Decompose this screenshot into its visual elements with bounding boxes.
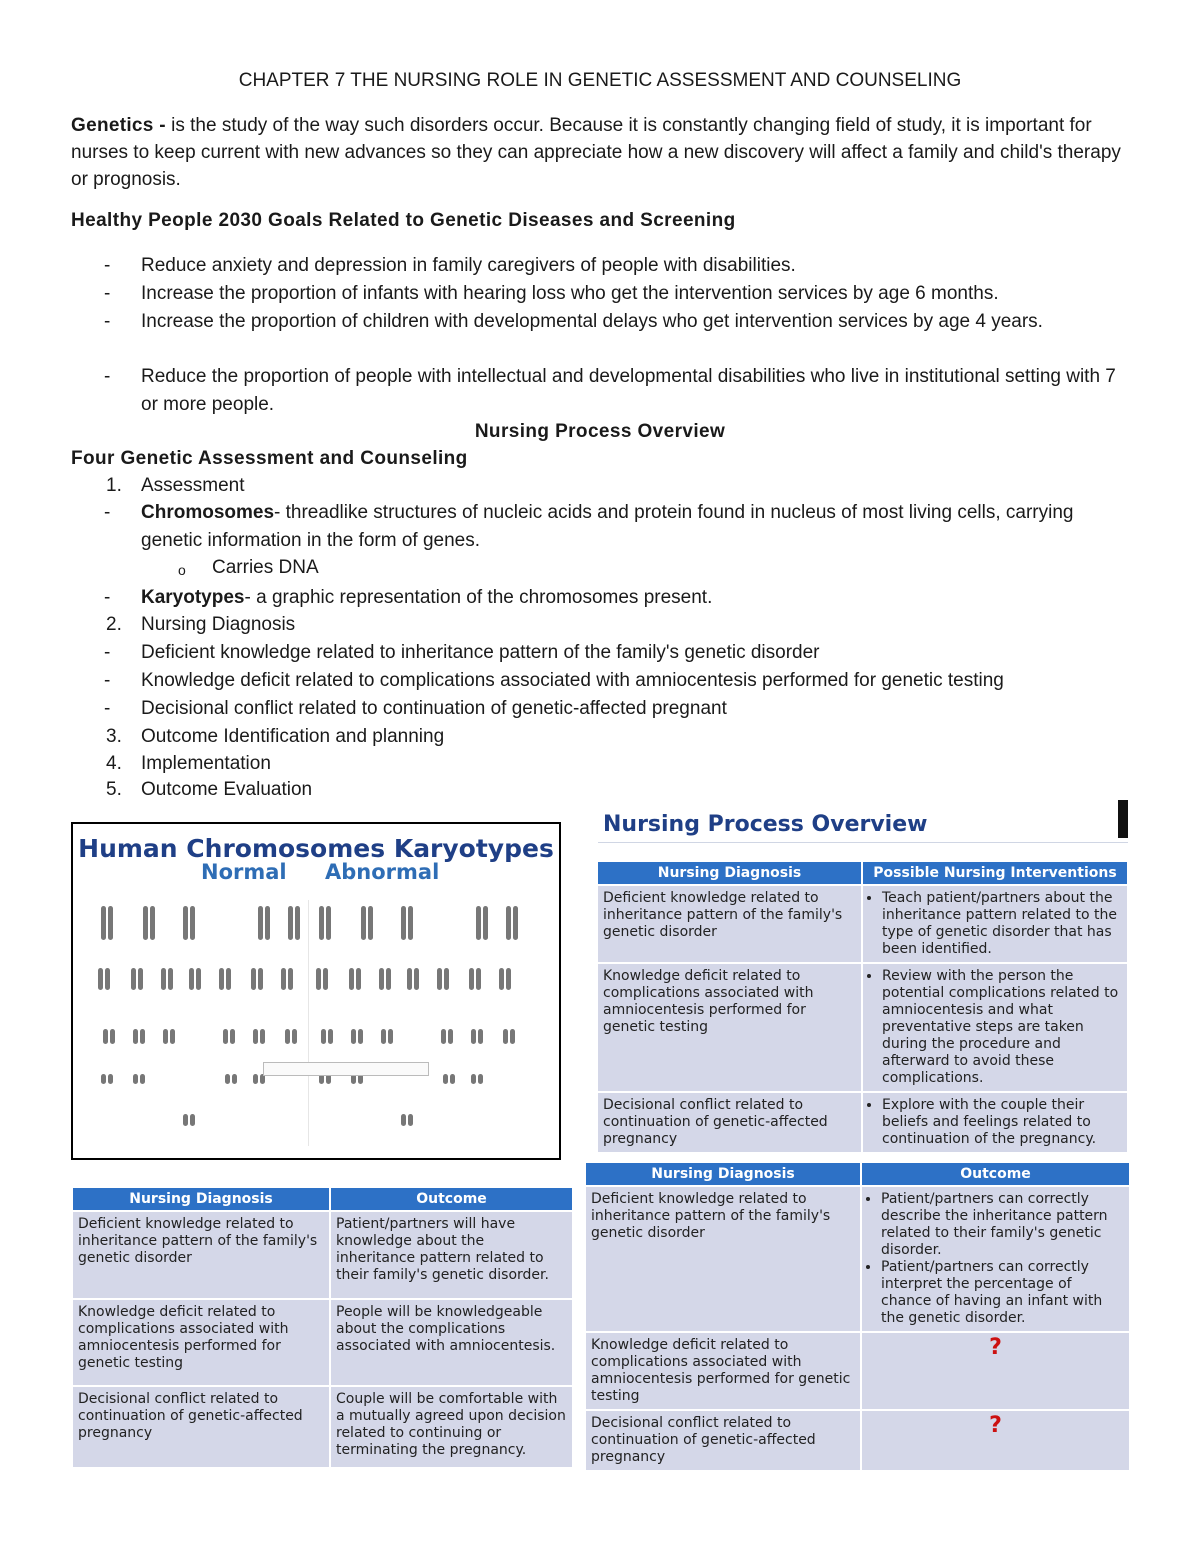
nursing-process-heading: Nursing Process Overview [474,421,726,442]
slide-title: Nursing Process Overview [603,812,928,837]
chromosome-shape [510,1029,515,1044]
chromosomes-term: Chromosomes [141,502,275,523]
karyotype-title: Human Chromosomes Karyotypes [78,834,554,863]
chromosome-shape [288,968,293,990]
outcome-table-right [584,1161,1131,1472]
column-header: Outcome [330,1187,573,1211]
chromosome-shape [358,1029,363,1044]
question-mark: ? [989,1413,1002,1438]
dash-marker: - [104,255,111,276]
chromosome-shape [265,906,270,940]
chromosome-shape [285,1029,290,1044]
outcome-item: • Patient/partners can correctly describe the inheritance pattern related to their family's genetic disorder. [881,1191,1124,1259]
outcome-cell [861,1410,1130,1471]
chromosome-shape [131,968,136,990]
chromosome-shape [288,906,293,940]
diagnosis-cell: Deficient knowledge related to inheritance pattern of the family's genetic disorder [585,1186,861,1332]
outcome-cell: Patient/partners will have knowledge about the inheritance pattern related to their family's genetic disorder. [330,1211,573,1299]
diagnosis-cell: Decisional conflict related to continuation of genetic-affected pregnancy [585,1410,861,1471]
chromosome-shape [476,906,481,940]
column-header: Nursing Diagnosis [597,861,862,885]
chromosome-shape [196,968,201,990]
chromosome-shape [328,1029,333,1044]
outcome-item: • Patient/partners can correctly interpret the percentage of chance of having an infant with the genetic disorder. [881,1259,1124,1327]
chromosome-shape [471,1029,476,1044]
chromosome-shape [441,1029,446,1044]
carries-dna-text: Carries DNA [212,557,319,578]
dash-marker: - [104,587,111,608]
four-genetic-heading: Four Genetic Assessment and Counseling [71,448,468,469]
chromosome-shape [260,1029,265,1044]
outcome-cell [861,1332,1130,1410]
o-bullet-marker: o [178,562,186,578]
table-row [585,1332,1130,1410]
step-label: Implementation [141,753,271,774]
intervention-item: • Explore with the couple their beliefs and feelings related to continuation of the pregnancy. [882,1097,1122,1148]
step-number: 2. [106,614,122,635]
goal-text: Reduce the proportion of people with intellectual and developmental disabilities who live in institutional setting with 7 or more people. [141,366,1116,415]
step-label: Assessment [141,475,245,496]
diagnosis-cell: Deficient knowledge related to inheritance pattern of the family's genetic disorder [72,1211,330,1299]
column-header: Nursing Diagnosis [585,1162,861,1186]
chromosome-shape [108,1074,113,1084]
chromosome-shape [150,906,155,940]
column-header: Outcome [861,1162,1130,1186]
chromosome-shape [326,906,331,940]
intervention-cell [862,963,1128,1092]
chromosome-shape [103,1029,108,1044]
chromosomes-definition: - threadlike structures of nucleic acids and protein found in nucleus of most living cells, carrying genetic information in the form of genes. [141,502,1074,551]
chromosome-shape [478,1074,483,1084]
chromosome-shape [356,968,361,990]
karyotypes-definition: - a graphic representation of the chromosomes present. [244,587,713,608]
table-row [585,1186,1130,1332]
chromosome-shape [414,968,419,990]
chromosome-shape [381,1029,386,1044]
chromosome-shape [138,968,143,990]
chromosome-shape [349,968,354,990]
table-row [72,1211,573,1299]
question-mark: ? [989,1335,1002,1360]
chromosome-shape [483,906,488,940]
normal-label: Normal [201,860,287,884]
chromosome-shape [407,968,412,990]
diagnosis-text: Deficient knowledge related to inheritance pattern of the family's genetic disorder [141,642,820,663]
outcome-cell: Couple will be comfortable with a mutually agreed upon decision related to continuing or terminating the pregnancy. [330,1386,573,1468]
chromosome-shape [450,1074,455,1084]
dash-marker: - [104,366,111,387]
step-number: 5. [106,779,122,800]
column-header: Possible Nursing Interventions [862,861,1128,885]
chromosome-shape [401,906,406,940]
chromosome-shape [503,1029,508,1044]
chromosome-shape [437,968,442,990]
chromosome-shape [219,968,224,990]
list-item [0,252,1200,280]
chromosome-shape [388,1029,393,1044]
chromosome-shape [101,906,106,940]
chromosome-shape [101,1074,106,1084]
interventions-table [596,860,1129,1154]
dash-marker: - [104,283,111,304]
chromosome-shape [251,968,256,990]
chromosome-shape [323,968,328,990]
slide-underline [598,842,1128,843]
chromosome-shape [232,1074,237,1084]
chromosome-shape [110,1029,115,1044]
intervention-cell [862,1092,1128,1153]
chromosome-shape [170,1029,175,1044]
chromosome-shape [316,968,321,990]
goal-text: Increase the proportion of children with developmental delays who get intervention services by age 4 years. [141,311,1043,332]
step-number: 3. [106,726,122,747]
table-row [597,963,1128,1092]
diagnosis-cell: Deficient knowledge related to inheritance pattern of the family's genetic disorder [597,885,862,963]
genetics-term: Genetics - [71,115,166,136]
chromosome-shape [168,968,173,990]
intervention-cell [862,885,1128,963]
karyotypes-term: Karyotypes [141,587,245,608]
chromosome-shape [190,906,195,940]
chromosome-shape [281,968,286,990]
chromosome-shape [253,1029,258,1044]
chromosome-shape [108,906,113,940]
chromosome-shape [253,1074,258,1084]
chromosome-shape [190,1114,195,1126]
dash-marker: - [104,502,111,523]
chromosome-shape [183,1114,188,1126]
chromosome-shape [386,968,391,990]
page-title: CHAPTER 7 THE NURSING ROLE IN GENETIC ASSESSMENT AND COUNSELING [238,70,962,91]
outcome-table-left [71,1186,574,1469]
table-row [585,1410,1130,1471]
chromosome-shape [408,1114,413,1126]
chromosome-shape [443,1074,448,1084]
image-caption [263,1062,429,1076]
chromosome-shape [361,906,366,940]
outcome-cell [861,1186,1130,1332]
step-number: 4. [106,753,122,774]
chromosome-shape [471,1074,476,1084]
diagnosis-cell: Knowledge deficit related to complications associated with amniocentesis performed for genetic testing [597,963,862,1092]
slide-edge-mark [1118,800,1128,838]
diagnosis-cell: Knowledge deficit related to complications associated with amniocentesis performed for genetic testing [585,1332,861,1410]
column-header: Nursing Diagnosis [72,1187,330,1211]
intervention-item: • Review with the person the potential complications related to amniocentesis and what preventative steps are taken during the procedure and afterward to avoid these complications. [882,968,1122,1087]
chromosome-shape [506,906,511,940]
dash-marker: - [104,642,111,663]
chromosome-shape [448,1029,453,1044]
goal-text: Reduce anxiety and depression in family caregivers of people with disabilities. [141,255,796,276]
genetics-definition: is the study of the way such disorders occur. Because it is constantly changing field of study, it is important for nurses to keep current with new advances so they can appreciate how a new discovery will affect a family and child's therapy or prognosis. [71,115,1121,190]
chromosome-shape [444,968,449,990]
chromosome-shape [499,968,504,990]
outcome-cell: People will be knowledgeable about the complications associated with amniocentesis. [330,1299,573,1386]
chromosome-shape [379,968,384,990]
healthy-people-heading: Healthy People 2030 Goals Related to Genetic Diseases and Screening [71,210,736,231]
abnormal-label: Abnormal [325,860,440,884]
step-number: 1. [106,475,122,496]
diagnosis-cell: Decisional conflict related to continuation of genetic-affected pregnancy [72,1386,330,1468]
dash-marker: - [104,670,111,691]
chromosome-shape [226,968,231,990]
goal-text: Increase the proportion of infants with hearing loss who get the intervention services by age 6 months. [141,283,999,304]
chromosome-shape [506,968,511,990]
chromosome-shape [476,968,481,990]
chromosome-shape [478,1029,483,1044]
table-row [72,1299,573,1386]
chromosome-shape [408,906,413,940]
chromosome-shape [230,1029,235,1044]
chromosome-shape [223,1029,228,1044]
dash-marker: - [104,698,111,719]
chromosome-shape [258,968,263,990]
step-label: Outcome Evaluation [141,779,313,800]
list-item [0,280,1200,308]
table-row [597,1092,1128,1153]
list-item [0,363,1200,419]
chromosome-shape [183,906,188,940]
list-item [0,308,1200,364]
chromosome-shape [133,1074,138,1084]
chromosome-shape [295,906,300,940]
chromosome-shape [368,906,373,940]
chromosome-shape [321,1029,326,1044]
table-row [72,1386,573,1468]
chromosome-shape [105,968,110,990]
chromosome-shape [292,1029,297,1044]
chromosome-shape [189,968,194,990]
divider [308,900,309,1146]
chromosome-shape [351,1029,356,1044]
chromosome-shape [513,906,518,940]
chromosome-shape [163,1029,168,1044]
chromosome-shape [140,1029,145,1044]
karyotype-figure [71,822,561,1160]
chromosome-shape [225,1074,230,1084]
genetics-paragraph [71,112,1136,193]
chromosome-shape [469,968,474,990]
diagnosis-text: Decisional conflict related to continuation of genetic-affected pregnant [141,698,727,719]
chromosome-shape [133,1029,138,1044]
chromosome-shape [161,968,166,990]
diagnosis-cell: Knowledge deficit related to complications associated with amniocentesis performed for genetic testing [72,1299,330,1386]
chromosome-shape [143,906,148,940]
chromosome-shape [140,1074,145,1084]
intervention-item: • Teach patient/partners about the inheritance pattern related to the type of genetic disorder that has been identified. [882,890,1122,958]
chromosome-shape [401,1114,406,1126]
diagnosis-cell: Decisional conflict related to continuation of genetic-affected pregnancy [597,1092,862,1153]
step-label: Nursing Diagnosis [141,614,296,635]
chromosome-shape [319,906,324,940]
dash-marker: - [104,311,111,332]
chromosome-shape [98,968,103,990]
diagnosis-text: Knowledge deficit related to complications associated with amniocentesis performed for genetic testing [141,670,1004,691]
list-item [0,499,1200,555]
chromosome-shape [258,906,263,940]
table-row [597,885,1128,963]
step-label: Outcome Identification and planning [141,726,445,747]
